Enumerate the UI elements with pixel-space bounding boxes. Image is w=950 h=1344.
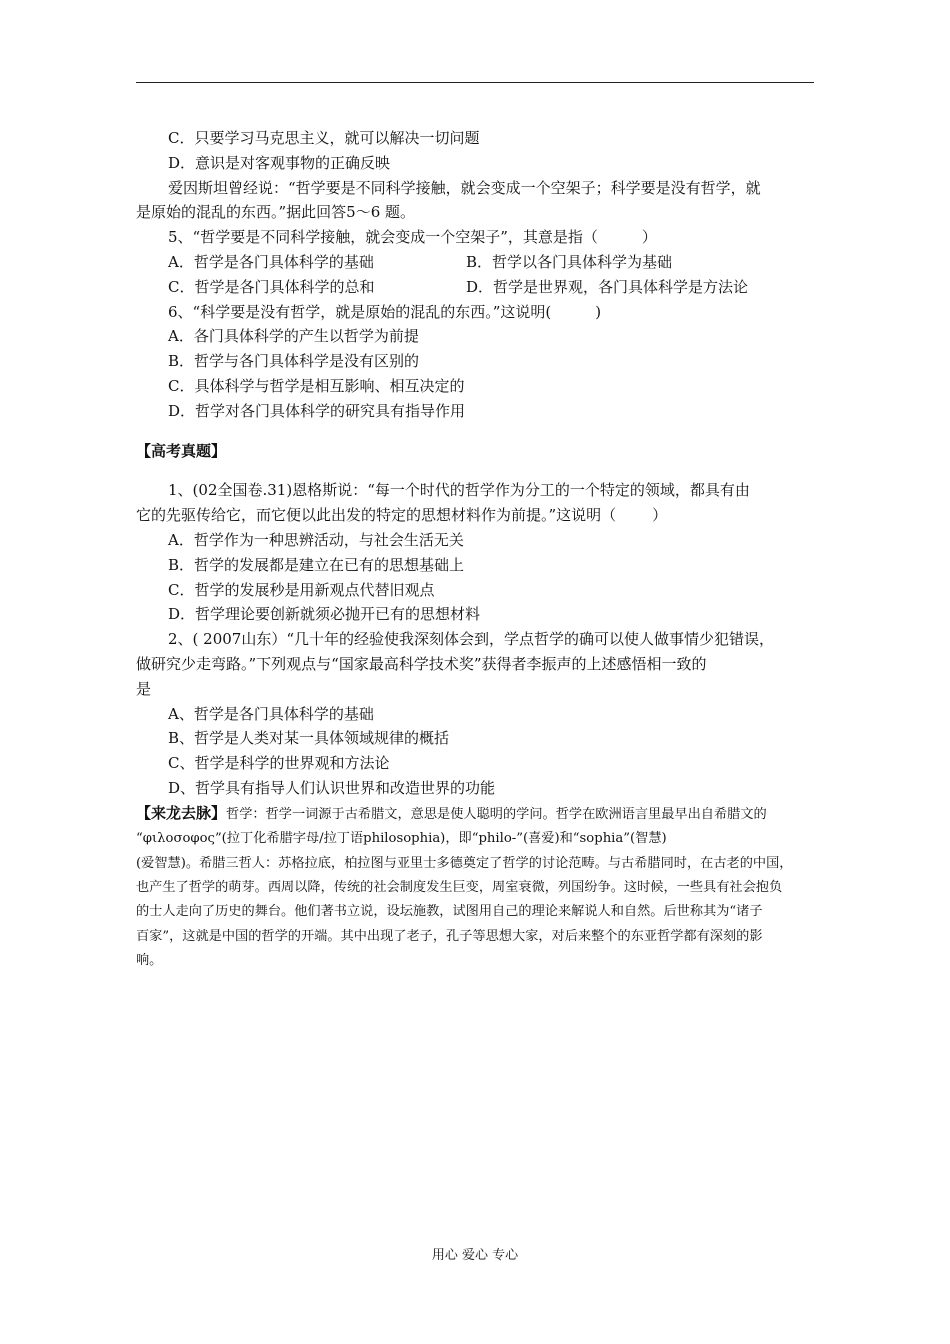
background-paragraph: [136, 801, 816, 974]
option-c: C．具体科学与哲学是相互影响、相互决定的: [168, 376, 465, 395]
option-b: B．哲学以各门具体科学为基础: [466, 252, 673, 271]
section-heading-background: 【来龙去脉】: [136, 803, 227, 822]
paragraph-line: 也产生了哲学的萌芽。西周以降，传统的社会制度发生巨变，周室衰微，列国纷争。这时候，一些具有社会抱负: [136, 879, 783, 895]
option-d: D．哲学对各门具体科学的研究具有指导作用: [168, 401, 466, 420]
option-line: C．只要学习马克思主义，就可以解决一切问题: [168, 129, 480, 147]
option-c: C．哲学是各门具体科学的总和: [168, 277, 375, 296]
option-row: [136, 250, 816, 275]
option-b: B．哲学与各门具体科学是没有区别的: [168, 352, 420, 371]
question-text: 1、(02全国卷.31)恩格斯说：“每一个时代的哲学作为分工的一个特定的领域，都具有由: [168, 481, 750, 500]
question-text-end: ）: [641, 228, 657, 247]
option-a: A．哲学是各门具体科学的基础: [168, 252, 374, 271]
paragraph-line: 百家”，这就是中国的哲学的开端。其中出现了老子，孔子等思想大家，对后来整个的东亚哲学都有深刻的影: [136, 928, 763, 944]
question-text-end: ）: [652, 506, 668, 525]
option-line: D．意识是对客观事物的正确反映: [168, 153, 391, 172]
option-a: A．哲学作为一种思辨活动，与社会生活无关: [168, 530, 464, 549]
paragraph-line: “φιλοσοφος”(拉丁化希腊字母/拉丁语philosophia)，即“philo-”(喜爱)和“sophia”(智慧): [136, 831, 667, 847]
option-d: D、哲学具有指导人们认识世界和改造世界的功能: [168, 778, 496, 797]
paragraph-line: 的士人走向了历史的舞台。他们著书立说，设坛施教，试图用自己的理论来解说人和自然。后世称其为“诸子: [136, 904, 763, 920]
page-footer: 用心 爱心 专心: [431, 1248, 519, 1263]
question-text-part: 它的先驱传给它，而它便以此出发的特定的思想材料作为前提。”这说明（: [136, 506, 617, 525]
option-b: B、哲学是人类对某一具体领域规律的概括: [168, 729, 450, 748]
paragraph-line: (爱智慧)。希腊三哲人：苏格拉底，柏拉图与亚里士多德奠定了哲学的讨论范畴。与古希腊同时，在古老的中国，: [136, 855, 793, 871]
section-heading-gaokao: 【高考真题】: [136, 441, 227, 460]
question-text: 6、“科学要是没有哲学，就是原始的混乱的东西。”这说明(: [168, 302, 552, 321]
header-rule: [136, 82, 814, 83]
question-5: [136, 225, 816, 250]
option-d: D．哲学理论要创新就须必抛开已有的思想材料: [168, 605, 481, 624]
material-text: 爱因斯坦曾经说：“哲学要是不同科学接触，就会变成一个空架子；科学要是没有哲学，就: [168, 178, 761, 197]
option-row: [136, 275, 816, 300]
option-c: C．哲学的发展秒是用新观点代替旧观点: [168, 580, 435, 599]
question-text: [136, 503, 816, 528]
page-body: [136, 126, 816, 974]
paragraph-line: 响。: [136, 953, 163, 969]
paragraph-line: 哲学：哲学一词源于古希腊文，意思是使人聪明的学问。哲学在欧洲语言里最早出自希腊文的: [226, 806, 767, 822]
question-text: 是: [136, 679, 152, 698]
option-a: A．各门具体科学的产生以哲学为前提: [168, 327, 419, 346]
question-6: [136, 300, 816, 325]
option-c: C、哲学是科学的世界观和方法论: [168, 754, 390, 773]
option-b: B．哲学的发展都是建立在已有的思想基础上: [168, 555, 465, 574]
option-a: A、哲学是各门具体科学的基础: [168, 704, 374, 723]
material-text: 是原始的混乱的东西。”据此回答5～6 题。: [136, 203, 416, 222]
question-text-end: ): [595, 302, 602, 321]
question-text: 2、( 2007山东）“几十年的经验使我深刻体会到，学点哲学的确可以使人做事情少犯错误，: [168, 630, 775, 649]
question-text: 5、“哲学要是不同科学接触，就会变成一个空架子”，其意是指（: [168, 228, 598, 247]
question-text: 做研究少走弯路。”下列观点与“国家最高科学技术奖”获得者李振声的上述感悟相一致的: [136, 654, 707, 673]
option-d: D．哲学是世界观，各门具体科学是方法论: [466, 277, 749, 296]
